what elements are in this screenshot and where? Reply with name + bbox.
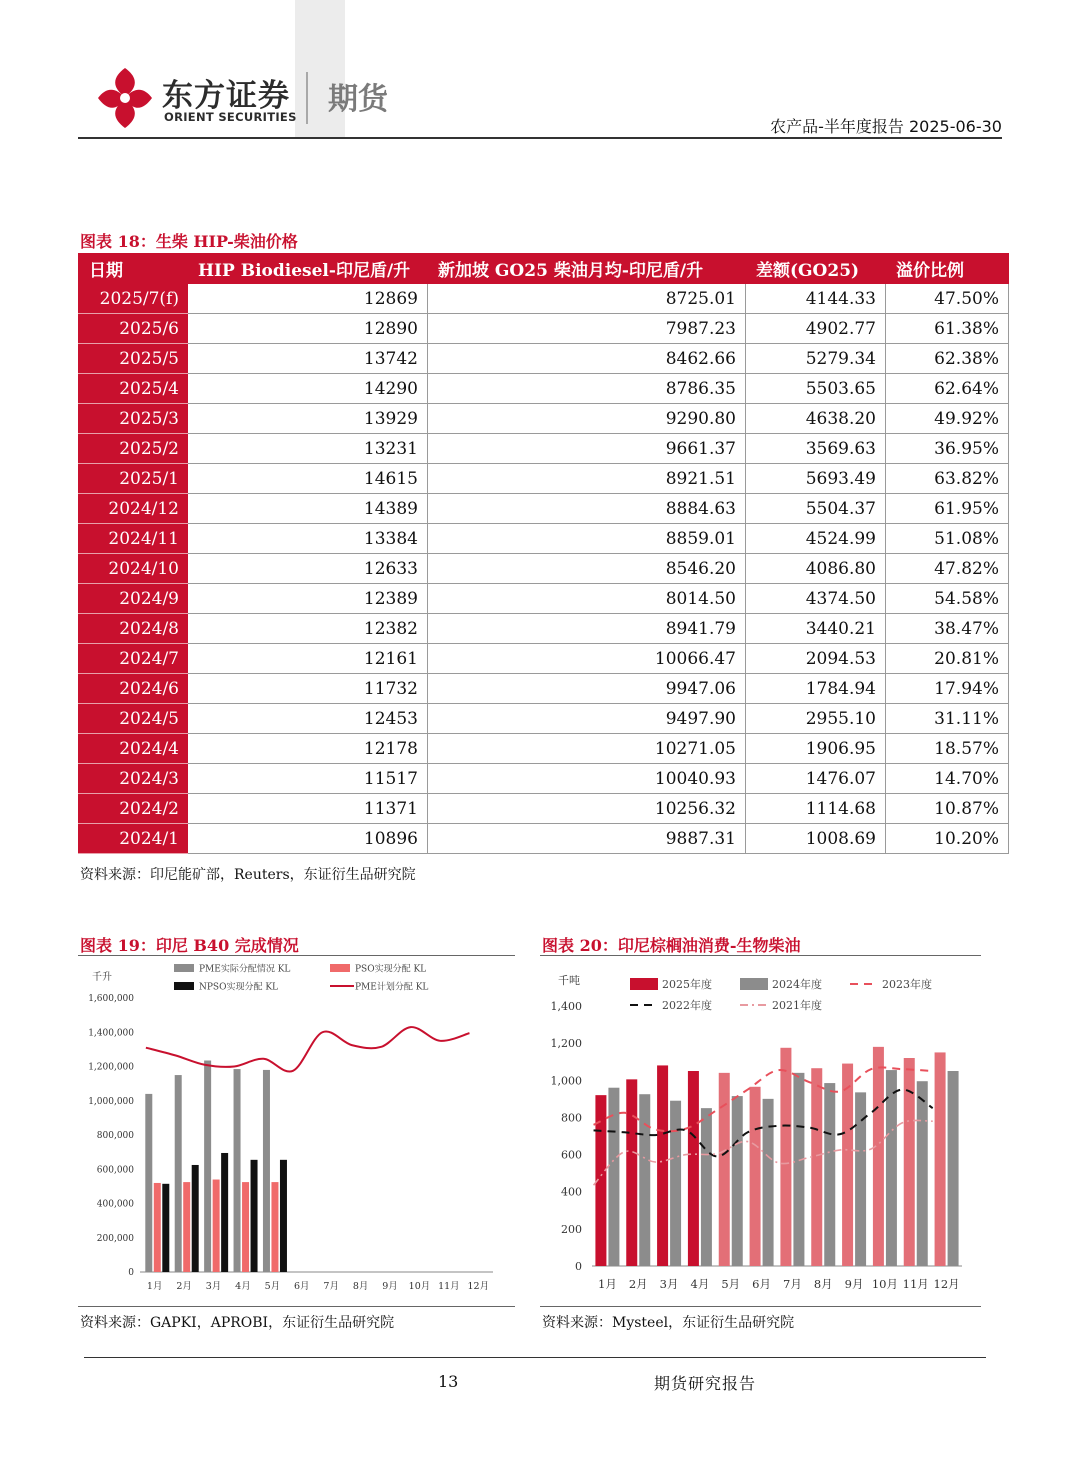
table-row bbox=[79, 614, 1009, 644]
x-tick-label: 7月 bbox=[323, 1281, 339, 1292]
table-cell: 5504.37 bbox=[746, 494, 886, 524]
table-cell: 47.50% bbox=[886, 284, 1009, 314]
table-body bbox=[79, 284, 1009, 854]
table-row bbox=[79, 584, 1009, 614]
row-date: 2024/3 bbox=[79, 764, 188, 794]
table-cell: 5693.49 bbox=[746, 464, 886, 494]
row-date: 2024/9 bbox=[79, 584, 188, 614]
bar-2024年度(前期) bbox=[750, 1087, 761, 1266]
y-axis-unit: 千升 bbox=[92, 972, 112, 983]
table-row bbox=[79, 674, 1009, 704]
table-cell: 3569.63 bbox=[746, 434, 886, 464]
row-date: 2025/3 bbox=[79, 404, 188, 434]
bar-2024年度 bbox=[917, 1081, 928, 1266]
table-cell: 13231 bbox=[188, 434, 428, 464]
table-row bbox=[79, 524, 1009, 554]
table-cell: 12161 bbox=[188, 644, 428, 674]
legend-label: NPSO实现分配 KL bbox=[199, 982, 279, 993]
bar-NPSO实现分配 KL bbox=[192, 1165, 199, 1272]
bar-2024年度 bbox=[948, 1071, 959, 1266]
bar-2024年度 bbox=[639, 1094, 650, 1266]
table-cell: 54.58% bbox=[886, 584, 1009, 614]
legend-swatch bbox=[174, 964, 194, 972]
bar-2024年度 bbox=[886, 1070, 897, 1266]
table-cell: 9947.06 bbox=[428, 674, 746, 704]
x-tick-label: 1月 bbox=[146, 1281, 163, 1292]
table-cell: 61.38% bbox=[886, 314, 1009, 344]
column-header: HIP Biodiesel-印尼盾/升 bbox=[188, 254, 428, 284]
bar-2024年度(前期) bbox=[842, 1064, 853, 1266]
table-cell: 4638.20 bbox=[746, 404, 886, 434]
table-row bbox=[79, 764, 1009, 794]
table-cell: 1906.95 bbox=[746, 734, 886, 764]
x-tick-label: 3月 bbox=[659, 1277, 679, 1291]
page-number: 13 bbox=[438, 1372, 459, 1391]
x-tick-label: 2月 bbox=[176, 1281, 192, 1292]
table-cell: 1784.94 bbox=[746, 674, 886, 704]
table-cell: 14389 bbox=[188, 494, 428, 524]
table-cell: 14615 bbox=[188, 464, 428, 494]
bar-2024年度 bbox=[732, 1096, 743, 1266]
table-cell: 20.81% bbox=[886, 644, 1009, 674]
y-tick-label: 1,400 bbox=[550, 1000, 582, 1013]
table-cell: 12382 bbox=[188, 614, 428, 644]
row-date: 2024/8 bbox=[79, 614, 188, 644]
bar-PME实际分配情况 KL bbox=[204, 1061, 211, 1272]
x-tick-label: 10月 bbox=[871, 1277, 898, 1291]
figure-20-top-rule bbox=[540, 955, 981, 956]
table-cell: 8941.79 bbox=[428, 614, 746, 644]
table-cell: 13929 bbox=[188, 404, 428, 434]
row-date: 2024/4 bbox=[79, 734, 188, 764]
bar-2024年度(前期) bbox=[780, 1048, 791, 1266]
x-tick-label: 4月 bbox=[690, 1277, 710, 1291]
footer-rule bbox=[84, 1357, 986, 1358]
legend-label: PME实际分配情况 KL bbox=[199, 964, 291, 975]
table-cell: 8725.01 bbox=[428, 284, 746, 314]
logo-divider bbox=[306, 72, 308, 124]
table-cell: 10256.32 bbox=[428, 794, 746, 824]
table-cell: 51.08% bbox=[886, 524, 1009, 554]
legend-label: PSO实现分配 KL bbox=[355, 964, 427, 975]
legend-swatch bbox=[630, 978, 658, 990]
bar-PSO实现分配 KL bbox=[242, 1182, 249, 1272]
bar-2024年度(前期) bbox=[873, 1047, 884, 1266]
y-tick-label: 0 bbox=[128, 1268, 134, 1278]
table-cell: 61.95% bbox=[886, 494, 1009, 524]
table-cell: 8921.51 bbox=[428, 464, 746, 494]
bar-PSO实现分配 KL bbox=[213, 1180, 220, 1272]
table-cell: 12453 bbox=[188, 704, 428, 734]
x-tick-label: 8月 bbox=[352, 1281, 369, 1292]
bar-NPSO实现分配 KL bbox=[251, 1160, 258, 1272]
table-cell: 10040.93 bbox=[428, 764, 746, 794]
table-cell: 14.70% bbox=[886, 764, 1009, 794]
table-cell: 4374.50 bbox=[746, 584, 886, 614]
row-date: 2024/11 bbox=[79, 524, 188, 554]
table-cell: 12178 bbox=[188, 734, 428, 764]
table-cell: 31.11% bbox=[886, 704, 1009, 734]
x-tick-label: 12月 bbox=[467, 1281, 490, 1292]
legend-swatch bbox=[330, 964, 350, 972]
y-tick-label: 400 bbox=[561, 1185, 582, 1199]
table-cell: 8859.01 bbox=[428, 524, 746, 554]
bar-NPSO实现分配 KL bbox=[221, 1153, 228, 1272]
table-cell: 11517 bbox=[188, 764, 428, 794]
table-cell: 2955.10 bbox=[746, 704, 886, 734]
x-tick-label: 11月 bbox=[438, 1281, 460, 1292]
bar-2024年度(前期) bbox=[935, 1052, 946, 1266]
y-tick-label: 1,000,000 bbox=[88, 1096, 134, 1107]
table-cell: 49.92% bbox=[886, 404, 1009, 434]
line-PME计划分配 KL bbox=[146, 1027, 470, 1072]
y-tick-label: 800,000 bbox=[96, 1131, 134, 1141]
table-cell: 10.87% bbox=[886, 794, 1009, 824]
bar-2024年度(前期) bbox=[811, 1068, 822, 1266]
table-cell: 4902.77 bbox=[746, 314, 886, 344]
table-cell: 10066.47 bbox=[428, 644, 746, 674]
orient-logo-icon bbox=[96, 66, 154, 130]
y-tick-label: 1,600,000 bbox=[88, 994, 134, 1004]
table-row bbox=[79, 734, 1009, 764]
x-tick-label: 7月 bbox=[783, 1277, 802, 1291]
row-date: 2024/1 bbox=[79, 824, 188, 854]
table-cell: 63.82% bbox=[886, 464, 1009, 494]
y-tick-label: 600 bbox=[561, 1148, 582, 1162]
bar-2025年度 bbox=[626, 1079, 637, 1266]
bar-PSO实现分配 KL bbox=[183, 1182, 190, 1272]
bar-PME实际分配情况 KL bbox=[263, 1070, 270, 1272]
y-tick-label: 1,200 bbox=[550, 1037, 582, 1051]
table-cell: 4524.99 bbox=[746, 524, 886, 554]
table-cell: 3440.21 bbox=[746, 614, 886, 644]
legend-label: 2023年度 bbox=[882, 978, 932, 991]
row-date: 2025/1 bbox=[79, 464, 188, 494]
b40-chart bbox=[78, 958, 515, 1298]
x-tick-label: 5月 bbox=[721, 1277, 741, 1291]
bar-2024年度 bbox=[701, 1108, 712, 1266]
row-date: 2025/6 bbox=[79, 314, 188, 344]
bar-PSO实现分配 KL bbox=[271, 1182, 278, 1272]
table-cell: 17.94% bbox=[886, 674, 1009, 704]
column-header: 溢价比例 bbox=[886, 254, 1009, 284]
table-cell: 62.38% bbox=[886, 344, 1009, 374]
figure-18-source: 资料来源：印尼能矿部，Reuters，东证衍生品研究院 bbox=[80, 867, 416, 883]
report-meta: 农产品-半年度报告 2025-06-30 bbox=[770, 117, 1002, 136]
y-tick-label: 800 bbox=[561, 1111, 582, 1125]
y-tick-label: 1,400,000 bbox=[88, 1028, 134, 1039]
row-date: 2024/12 bbox=[79, 494, 188, 524]
table-row bbox=[79, 824, 1009, 854]
table-cell: 9290.80 bbox=[428, 404, 746, 434]
table-row bbox=[79, 404, 1009, 434]
figure-20-source: 资料来源：Mysteel，东证衍生品研究院 bbox=[542, 1315, 795, 1331]
table-row bbox=[79, 704, 1009, 734]
row-date: 2025/5 bbox=[79, 344, 188, 374]
table-cell: 10896 bbox=[188, 824, 428, 854]
bar-NPSO实现分配 KL bbox=[162, 1184, 169, 1272]
bar-2024年度(前期) bbox=[719, 1073, 730, 1266]
table-cell: 36.95% bbox=[886, 434, 1009, 464]
column-header: 日期 bbox=[79, 254, 188, 284]
row-date: 2025/4 bbox=[79, 374, 188, 404]
x-tick-label: 9月 bbox=[844, 1277, 864, 1291]
table-row bbox=[79, 284, 1009, 314]
figure-19-source: 资料来源：GAPKI，APROBI，东证衍生品研究院 bbox=[80, 1315, 395, 1331]
bar-PME实际分配情况 KL bbox=[234, 1069, 241, 1272]
table-cell: 12890 bbox=[188, 314, 428, 344]
x-tick-label: 6月 bbox=[294, 1281, 310, 1292]
x-tick-label: 3月 bbox=[205, 1281, 222, 1292]
footer-label: 期货研究报告 bbox=[654, 1374, 757, 1393]
table-cell: 13742 bbox=[188, 344, 428, 374]
table-cell: 1114.68 bbox=[746, 794, 886, 824]
table-cell: 4144.33 bbox=[746, 284, 886, 314]
table-cell: 14290 bbox=[188, 374, 428, 404]
legend-swatch bbox=[174, 982, 194, 990]
figure-19-top-rule bbox=[78, 955, 515, 956]
table-cell: 8884.63 bbox=[428, 494, 746, 524]
figure-19-title: 图表 19：印尼 B40 完成情况 bbox=[80, 936, 299, 955]
legend-label: 2024年度 bbox=[772, 978, 822, 991]
row-date: 2024/7 bbox=[79, 644, 188, 674]
table-cell: 11732 bbox=[188, 674, 428, 704]
table-row bbox=[79, 434, 1009, 464]
bar-2024年度(前期) bbox=[904, 1058, 915, 1266]
bar-PME实际分配情况 KL bbox=[145, 1094, 152, 1272]
brand-name-en: ORIENT SECURITIES bbox=[164, 110, 297, 124]
legend-label: 2022年度 bbox=[662, 999, 712, 1012]
x-tick-label: 6月 bbox=[752, 1277, 771, 1291]
x-tick-label: 9月 bbox=[382, 1281, 398, 1292]
y-tick-label: 200,000 bbox=[96, 1233, 134, 1244]
table-cell: 12869 bbox=[188, 284, 428, 314]
table-cell: 8462.66 bbox=[428, 344, 746, 374]
table-header-row bbox=[79, 254, 1009, 284]
row-date: 2024/2 bbox=[79, 794, 188, 824]
bar-2024年度 bbox=[763, 1099, 774, 1266]
row-date: 2025/2 bbox=[79, 434, 188, 464]
table-cell: 62.64% bbox=[886, 374, 1009, 404]
table-cell: 2094.53 bbox=[746, 644, 886, 674]
table-cell: 38.47% bbox=[886, 614, 1009, 644]
figure-19-bottom-rule bbox=[78, 1306, 515, 1307]
x-tick-label: 4月 bbox=[235, 1281, 251, 1292]
header-rule bbox=[78, 137, 1002, 139]
y-axis-unit: 千吨 bbox=[558, 974, 580, 987]
row-date: 2024/6 bbox=[79, 674, 188, 704]
table-row bbox=[79, 794, 1009, 824]
figure-18-title: 图表 18：生柴 HIP-柴油价格 bbox=[80, 232, 298, 251]
x-tick-label: 12月 bbox=[933, 1277, 960, 1291]
row-date: 2025/7(f) bbox=[79, 284, 188, 314]
table-cell: 8546.20 bbox=[428, 554, 746, 584]
figure-20-title: 图表 20：印尼棕榈油消费-生物柴油 bbox=[542, 936, 801, 955]
table-row bbox=[79, 314, 1009, 344]
table-cell: 13384 bbox=[188, 524, 428, 554]
table-cell: 12389 bbox=[188, 584, 428, 614]
y-tick-label: 1,000 bbox=[550, 1074, 582, 1088]
bar-2025年度 bbox=[688, 1071, 699, 1266]
bar-2024年度 bbox=[793, 1073, 804, 1266]
table-row bbox=[79, 344, 1009, 374]
bar-2024年度 bbox=[670, 1101, 681, 1266]
table-row bbox=[79, 494, 1009, 524]
table-row bbox=[79, 374, 1009, 404]
division-label: 期货 bbox=[328, 82, 388, 117]
table-cell: 5503.65 bbox=[746, 374, 886, 404]
x-tick-label: 11月 bbox=[902, 1277, 929, 1291]
legend-swatch bbox=[740, 978, 768, 990]
table-cell: 7987.23 bbox=[428, 314, 746, 344]
table-row bbox=[79, 644, 1009, 674]
table-cell: 4086.80 bbox=[746, 554, 886, 584]
table-cell: 1476.07 bbox=[746, 764, 886, 794]
x-tick-label: 2月 bbox=[628, 1277, 648, 1291]
table-cell: 1008.69 bbox=[746, 824, 886, 854]
table-cell: 9661.37 bbox=[428, 434, 746, 464]
legend-label: 2021年度 bbox=[772, 999, 822, 1012]
table-cell: 10271.05 bbox=[428, 734, 746, 764]
table-row bbox=[79, 554, 1009, 584]
table-cell: 12633 bbox=[188, 554, 428, 584]
row-date: 2024/10 bbox=[79, 554, 188, 584]
table-cell: 8786.35 bbox=[428, 374, 746, 404]
bar-PSO实现分配 KL bbox=[154, 1183, 161, 1272]
brand-name-cn: 东方证券 bbox=[162, 78, 290, 114]
legend-label: 2025年度 bbox=[662, 978, 712, 991]
y-tick-label: 1,200,000 bbox=[88, 1062, 134, 1073]
bar-2024年度 bbox=[608, 1088, 619, 1266]
y-tick-label: 600,000 bbox=[96, 1165, 134, 1176]
biodiesel-consumption-chart bbox=[540, 958, 981, 1298]
table-cell: 5279.34 bbox=[746, 344, 886, 374]
y-tick-label: 400,000 bbox=[96, 1199, 134, 1210]
table-cell: 9497.90 bbox=[428, 704, 746, 734]
table-cell: 18.57% bbox=[886, 734, 1009, 764]
table-cell: 9887.31 bbox=[428, 824, 746, 854]
price-table bbox=[78, 253, 1009, 854]
x-tick-label: 5月 bbox=[264, 1281, 281, 1292]
bar-PME实际分配情况 KL bbox=[175, 1075, 182, 1272]
x-tick-label: 1月 bbox=[598, 1277, 617, 1291]
column-header: 差额(GO25) bbox=[746, 254, 886, 284]
table-cell: 8014.50 bbox=[428, 584, 746, 614]
table-cell: 10.20% bbox=[886, 824, 1009, 854]
x-tick-label: 10月 bbox=[408, 1281, 431, 1292]
row-date: 2024/5 bbox=[79, 704, 188, 734]
table-row bbox=[79, 464, 1009, 494]
y-tick-label: 0 bbox=[575, 1260, 582, 1273]
figure-20-bottom-rule bbox=[540, 1306, 981, 1307]
legend-label: PME计划分配 KL bbox=[355, 982, 429, 993]
table-cell: 11371 bbox=[188, 794, 428, 824]
table-cell: 47.82% bbox=[886, 554, 1009, 584]
y-tick-label: 200 bbox=[561, 1222, 582, 1236]
bar-2024年度 bbox=[824, 1083, 835, 1266]
bar-NPSO实现分配 KL bbox=[280, 1160, 287, 1272]
x-tick-label: 8月 bbox=[813, 1277, 833, 1291]
column-header: 新加坡 GO25 柴油月均-印尼盾/升 bbox=[428, 254, 746, 284]
bar-2025年度 bbox=[657, 1065, 668, 1266]
